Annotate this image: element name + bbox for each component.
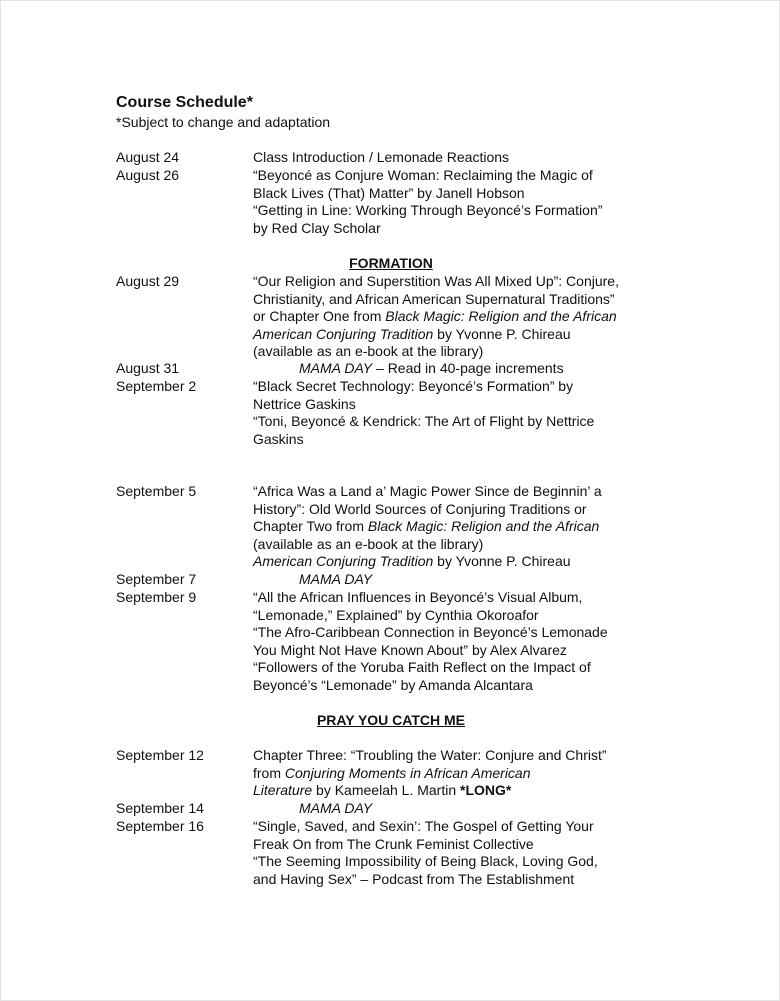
schedule-entry: MAMA DAY [299,571,373,587]
schedule-entry: “Beyoncé as Conjure Woman: Reclaiming the Magic of Black Lives (That) Matter” by Janell Hobson “Getting in Line: Working Through Beyoncé’s Formation” by Red Clay Scholar [253,167,603,236]
schedule-date: September 2 [116,378,197,394]
schedule-date: September 5 [116,483,197,499]
schedule-entry: MAMA DAY [299,800,373,816]
page-title: Course Schedule* [116,94,253,111]
schedule-entry: Chapter Three: “Troubling the Water: Conjure and Christ” from Conjuring Moments in African American Literature by Kameelah L. Martin *LONG* [253,747,607,798]
schedule-date: September 9 [116,589,197,605]
schedule-entry: “Black Secret Technology: Beyoncé’s Formation” by Nettrice Gaskins “Toni, Beyoncé & Kendrick: The Art of Flight by Nettrice Gaskins [253,378,595,447]
schedule-date: August 24 [116,149,180,165]
schedule-entry: MAMA DAY – Read in 40-page increments [299,360,564,376]
schedule-entry: “Single, Saved, and Sexin’: The Gospel of Getting Your Freak On from The Crunk Feminist Collective “The Seeming Impossibility of Being Black, Loving God, and Having Sex” – Podcast from The Establishment [253,818,598,887]
schedule-date: September 12 [116,747,204,763]
schedule-date: August 29 [116,273,180,289]
schedule-entry: “Our Religion and Superstition Was All Mixed Up”: Conjure, Christianity, and African American Supernatural Traditions” or Chapter One from Black Magic: Religion and the African American Conjuring Tradition by Yvonne P. Chireau (available as an e-book at the library) [253,273,619,359]
schedule-date: August 31 [116,360,180,376]
section-heading-formation: FORMATION [349,255,433,271]
schedule-entry: “Africa Was a Land a’ Magic Power Since de Beginnin’ a History”: Old World Sources of Conjuring Traditions or Chapter Two from Black Magic: Religion and the African (available as an e-book at the library) American Conjuring Tradition by Yvonne P. Chireau [253,483,602,569]
schedule-date: September 7 [116,571,197,587]
page-subtitle: *Subject to change and adaptation [116,114,331,130]
schedule-date: September 16 [116,818,204,834]
schedule-date: September 14 [116,800,204,816]
schedule-entry: “All the African Influences in Beyoncé’s Visual Album, “Lemonade,” Explained” by Cynthia Okoroafor “The Afro-Caribbean Connection in Beyoncé’s Lemonade You Might Not Have Known About” by Alex Alvarez “Followers of the Yoruba Faith Reflect on the Impact of Beyoncé’s “Lemonade” by Amanda Alcantara [253,589,608,693]
schedule-entry: Class Introduction / Lemonade Reactions [253,149,510,165]
section-heading-pray-you-catch-me: PRAY YOU CATCH ME [316,712,466,728]
schedule-date: August 26 [116,167,180,183]
